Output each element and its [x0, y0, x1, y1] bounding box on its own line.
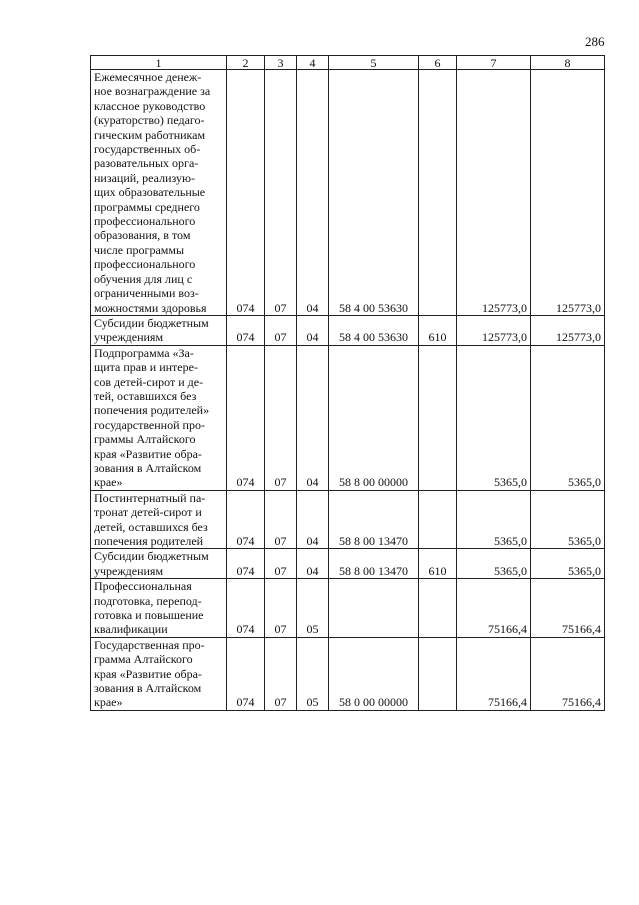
- subsection-code-cell: 04: [297, 70, 329, 316]
- row-name-line: учреждениям: [94, 563, 164, 578]
- row-name-line: попечения родителей»: [94, 403, 210, 418]
- amount-col-8-cell: 5365,0: [531, 345, 605, 490]
- expense-type-cell: [419, 345, 457, 490]
- row-name-line: государственных об-: [94, 142, 201, 157]
- row-name-cell: [91, 579, 227, 638]
- row-name-line: сов детей-сирот и де-: [94, 374, 204, 389]
- target-article-cell: 58 0 00 00000: [329, 637, 419, 710]
- row-name-line: грамма Алтайского: [94, 652, 193, 667]
- table-row: [91, 549, 605, 579]
- row-name-line: квалификации: [94, 622, 168, 637]
- ministry-code-cell: 074: [227, 579, 265, 638]
- table-body: [91, 70, 605, 711]
- subsection-code-cell: 04: [297, 345, 329, 490]
- row-name-line: гическим работникам: [94, 127, 206, 142]
- header-col-1: 1: [91, 56, 227, 70]
- amount-col-7-cell: 5365,0: [457, 345, 531, 490]
- row-name-line: разовательных орга-: [94, 156, 199, 171]
- target-article-cell: [329, 579, 419, 638]
- row-name-line: края «Развитие обра-: [94, 666, 202, 681]
- ministry-code-cell: 074: [227, 315, 265, 345]
- row-name-line: зования в Алтайском: [94, 681, 202, 696]
- subsection-code-cell: 04: [297, 315, 329, 345]
- ministry-code-cell: 074: [227, 490, 265, 549]
- row-name-line: тей, оставшихся без: [94, 388, 197, 403]
- amount-col-7-cell: 125773,0: [457, 70, 531, 316]
- row-name-line: зования в Алтайском: [94, 460, 202, 475]
- row-name-cell: [91, 490, 227, 549]
- row-name-line: можностями здоровья: [94, 300, 207, 315]
- row-name-line: края «Развитие обра-: [94, 446, 202, 461]
- target-article-cell: 58 8 00 00000: [329, 345, 419, 490]
- table-row: [91, 70, 605, 316]
- row-name-line: ное вознаграждение за: [94, 84, 211, 99]
- header-col-4: 4: [297, 56, 329, 70]
- header-col-5: 5: [329, 56, 419, 70]
- header-col-2: 2: [227, 56, 265, 70]
- amount-col-8-cell: 75166,4: [531, 579, 605, 638]
- row-name-line: учреждениям: [94, 330, 164, 345]
- expense-type-cell: [419, 637, 457, 710]
- row-name-line: крае»: [94, 695, 123, 710]
- target-article-cell: 58 4 00 53630: [329, 315, 419, 345]
- row-name-line: подготовка, перепод-: [94, 593, 202, 608]
- amount-col-8-cell: 125773,0: [531, 70, 605, 316]
- header-row: [91, 56, 605, 70]
- section-code-cell: 07: [265, 637, 297, 710]
- table-header: [91, 56, 605, 70]
- section-code-cell: 07: [265, 579, 297, 638]
- ministry-code-cell: 074: [227, 345, 265, 490]
- row-name-line: низаций, реализую-: [94, 170, 195, 185]
- row-name-line: готовка и повышение: [94, 608, 204, 623]
- subsection-code-cell: 04: [297, 490, 329, 549]
- amount-col-8-cell: 5365,0: [531, 549, 605, 579]
- ministry-code-cell: 074: [227, 70, 265, 316]
- subsection-code-cell: 05: [297, 579, 329, 638]
- row-name-line: классное руководство: [94, 98, 206, 113]
- amount-col-7-cell: 125773,0: [457, 315, 531, 345]
- header-col-6: 6: [419, 56, 457, 70]
- ministry-code-cell: 074: [227, 549, 265, 579]
- row-name-cell: [91, 549, 227, 579]
- row-name-line: Субсидии бюджетным: [94, 315, 209, 330]
- row-name-line: Субсидии бюджетным: [94, 549, 209, 564]
- row-name-line: тронат детей-сирот и: [94, 505, 202, 520]
- expense-type-cell: [419, 579, 457, 638]
- row-name-line: детей, оставшихся без: [94, 519, 208, 534]
- amount-col-7-cell: 5365,0: [457, 549, 531, 579]
- row-name-line: профессионального: [94, 214, 196, 229]
- header-col-3: 3: [265, 56, 297, 70]
- row-name-line: образования, в том: [94, 228, 191, 243]
- row-name-line: Государственная про-: [94, 637, 205, 652]
- section-code-cell: 07: [265, 490, 297, 549]
- row-name-line: обучения для лиц с: [94, 271, 193, 286]
- amount-col-7-cell: 75166,4: [457, 579, 531, 638]
- row-name-line: профессионального: [94, 257, 196, 272]
- row-name-line: крае»: [94, 475, 123, 490]
- row-name-line: (кураторство) педаго-: [94, 113, 205, 128]
- section-code-cell: 07: [265, 345, 297, 490]
- section-code-cell: 07: [265, 315, 297, 345]
- row-name-line: Постинтернатный па-: [94, 490, 206, 505]
- row-name-line: Профессиональная: [94, 579, 192, 594]
- row-name-line: программы среднего: [94, 199, 200, 214]
- expense-type-cell: 610: [419, 549, 457, 579]
- amount-col-8-cell: 125773,0: [531, 315, 605, 345]
- row-name-line: щих образовательные: [94, 185, 206, 200]
- row-name-line: ограниченными воз-: [94, 286, 199, 301]
- expense-type-cell: 610: [419, 315, 457, 345]
- header-col-7: 7: [457, 56, 531, 70]
- row-name-line: государственной про-: [94, 417, 205, 432]
- row-name-line: Подпрограмма «За-: [94, 345, 194, 360]
- subsection-code-cell: 05: [297, 637, 329, 710]
- expense-type-cell: [419, 490, 457, 549]
- subsection-code-cell: 04: [297, 549, 329, 579]
- section-code-cell: 07: [265, 70, 297, 316]
- table-row: [91, 579, 605, 638]
- budget-table: [90, 55, 605, 711]
- row-name-line: граммы Алтайского: [94, 432, 196, 447]
- row-name-line: числе программы: [94, 242, 185, 257]
- row-name-cell: [91, 637, 227, 710]
- table-row: [91, 345, 605, 490]
- amount-col-8-cell: 5365,0: [531, 490, 605, 549]
- row-name-cell: [91, 70, 227, 316]
- expense-type-cell: [419, 70, 457, 316]
- row-name-line: щита прав и интере-: [94, 360, 198, 375]
- amount-col-7-cell: 5365,0: [457, 490, 531, 549]
- section-code-cell: 07: [265, 549, 297, 579]
- target-article-cell: 58 8 00 13470: [329, 549, 419, 579]
- table-row: [91, 315, 605, 345]
- header-col-8: 8: [531, 56, 605, 70]
- page-number: 286: [585, 34, 605, 49]
- table-row: [91, 490, 605, 549]
- target-article-cell: 58 8 00 13470: [329, 490, 419, 549]
- amount-col-7-cell: 75166,4: [457, 637, 531, 710]
- table-row: [91, 637, 605, 710]
- row-name-line: попечения родителей: [94, 534, 204, 548]
- ministry-code-cell: 074: [227, 637, 265, 710]
- row-name-cell: [91, 315, 227, 345]
- amount-col-8-cell: 75166,4: [531, 637, 605, 710]
- target-article-cell: 58 4 00 53630: [329, 70, 419, 316]
- row-name-line: Ежемесячное денеж-: [94, 70, 202, 84]
- row-name-cell: [91, 345, 227, 490]
